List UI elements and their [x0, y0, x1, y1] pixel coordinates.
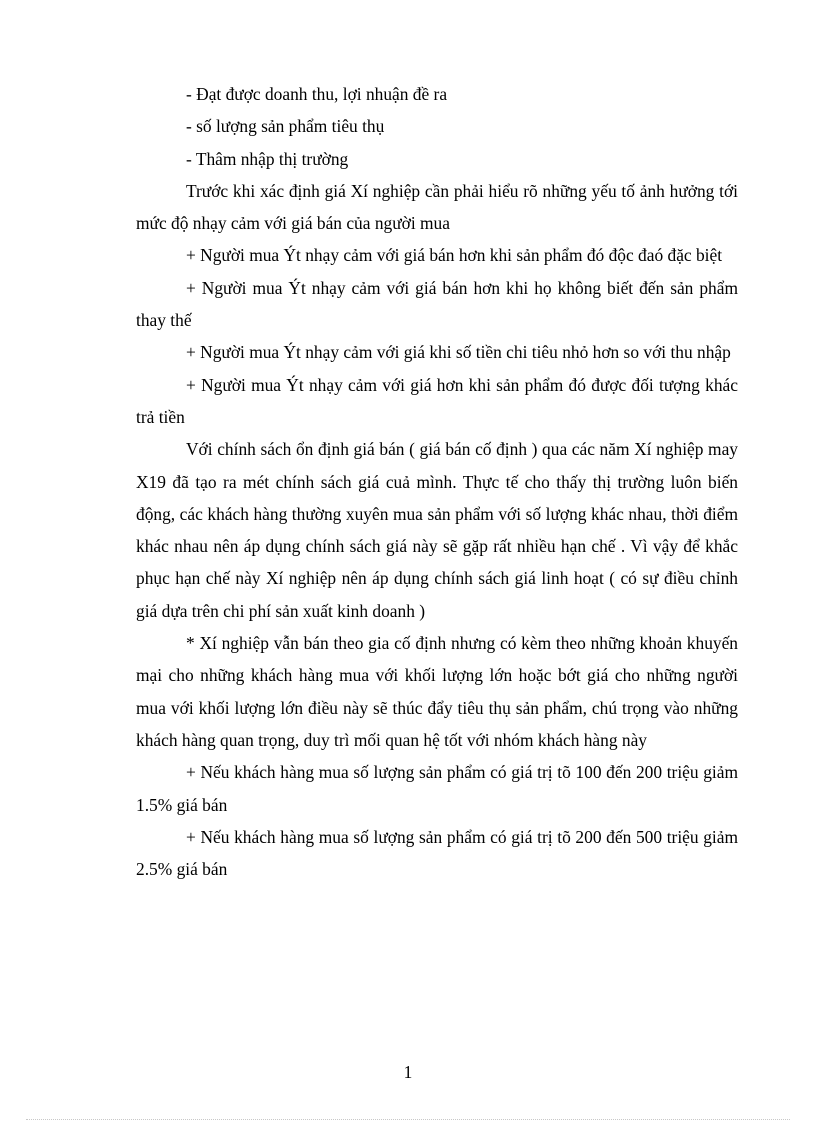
page-number: 1 — [403, 1062, 413, 1082]
goal-market-penetration: - Thâm nhập thị trường — [186, 148, 349, 169]
paragraph-discount-tier-1: + Nếu khách hàng mua số lượng sản phẩm có giá trị tõ 100 đến 200 triệu giảm 1.5% giá bán — [136, 762, 738, 815]
goal-revenue-profit: - Đạt được doanh thu, lợi nhuận đề ra — [186, 84, 448, 104]
paragraph-discount-tier-2: + Nếu khách hàng mua số lượng sản phẩm có giá trị tõ 200 đến 500 triệu giảm 2.5% giá bán — [136, 826, 738, 880]
paragraph-volume-discounts: * Xí nghiệp vẫn bán theo gia cố định nhưng có kèm theo những khoản khuyến mại cho những khách hàng mua với khối lượng lớn hoặc bớt giá cho những người mua với khối lượng lớn điều này sẽ thúc đẩy tiêu thụ sản phẩm, chú trọng vào những khách hàng quan trọng, duy trì mối quan hệ tốt với nhóm khách hàng này — [136, 633, 738, 750]
paragraph-price-sensitivity-intro: Trước khi xác định giá Xí nghiệp cần phải hiểu rõ những yếu tố ảnh hưởng tới mức độ nhạy cảm với giá bán của người mua — [136, 180, 738, 234]
paragraph-sensitivity-third-party-pays: + Người mua Ýt nhạy cảm với giá hơn khi sản phẩm đó được đối tượng khác trả tiền — [136, 374, 738, 427]
page-body — [136, 78, 738, 885]
paragraph-sensitivity-small-spend: + Người mua Ýt nhạy cảm với giá khi số tiền chi tiêu nhỏ hơn so với thu nhập — [186, 342, 731, 363]
paragraph-fixed-price-policy: Với chính sách ổn định giá bán ( giá bán cố định ) qua các năm Xí nghiệp may X19 đã tạo ra mét chính sách giá cuả mình. Thực tế cho thấy thị trường luôn biến động, các khách hàng thường xuyên mua sản phẩm với số lượng khác nhau, thời điểm khác nhau nên áp dụng chính sách giá này sẽ gặp rất nhiều hạn chế . Vì vậy để khắc phục hạn chế này Xí nghiệp nên áp dụng chính sách giá linh hoạt ( có sự điều chỉnh giá dựa trên chi phí sản xuất kinh doanh ) — [136, 439, 738, 621]
paragraph-sensitivity-no-substitute: + Người mua Ýt nhạy cảm với giá bán hơn khi họ không biết đến sản phẩm thay thế — [136, 277, 738, 331]
paragraph-sensitivity-unique-product: + Người mua Ýt nhạy cảm với giá bán hơn khi sản phẩm đó độc đaó đặc biệt — [186, 245, 723, 266]
goal-sales-volume: - số lượng sản phẩm tiêu thụ — [186, 116, 385, 137]
page-edge-divider — [26, 1119, 790, 1120]
